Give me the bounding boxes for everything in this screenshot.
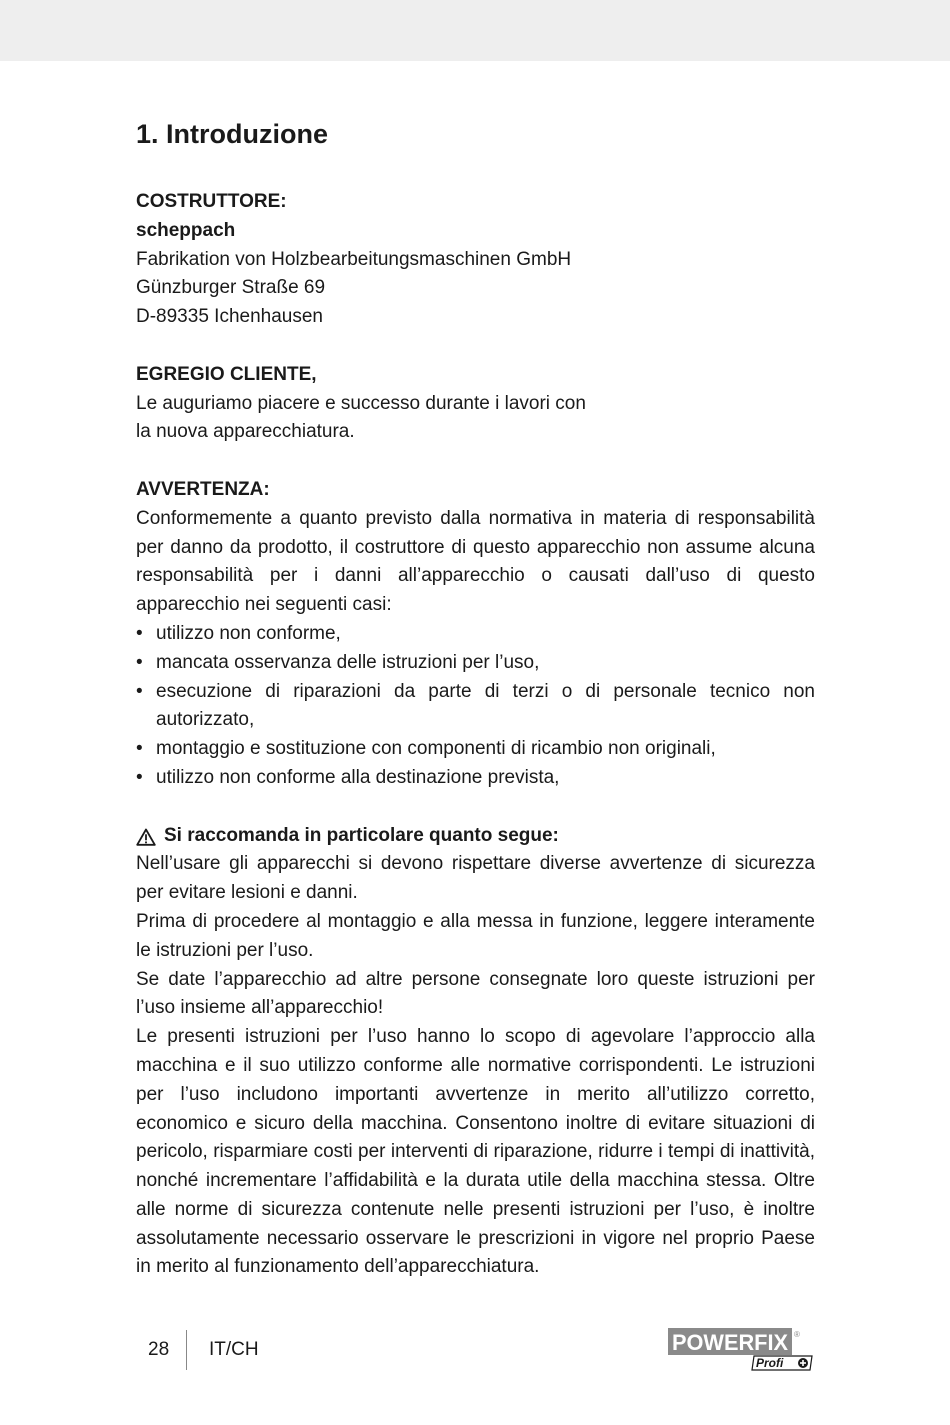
powerfix-profi-logo	[668, 1328, 814, 1372]
page-number: 28	[148, 1339, 170, 1360]
top-band	[0, 0, 950, 61]
manufacturer-name: scheppach	[136, 219, 236, 241]
locale-code: IT/CH	[209, 1339, 259, 1360]
warning-heading: AVVERTENZA:	[136, 478, 270, 500]
page-content	[136, 112, 815, 1282]
manufacturer-heading: COSTRUTTORE:	[136, 191, 287, 212]
greeting-heading: EGREGIO CLIENTE,	[136, 363, 317, 385]
footer-divider	[186, 1330, 187, 1370]
logo-brand-text: POWERFIX	[672, 1330, 789, 1355]
address-line: Fabrikation von Holzbearbeitungsmaschinen GmbH	[136, 248, 572, 270]
list-item: • utilizzo non conforme alla destinazione prevista,	[136, 764, 815, 793]
list-item: • esecuzione di riparazioni da parte di terzi o di personale tecnico non autorizzato,	[136, 678, 815, 736]
liability-list	[136, 620, 815, 793]
recommendation-heading	[136, 822, 815, 851]
greeting-line: la nuova apparecchiatura.	[136, 421, 355, 443]
recommendation-paragraph: Le presenti istruzioni per l’uso hanno lo scopo di agevolare l’approccio alla macchina e il suo utilizzo conforme alle normative corrispondenti. Le istruzioni per l’uso includono importanti avvertenze in merito all’utilizzo corretto, economico e sicuro della macchina. Consentono inoltre di evitare situazioni di pericolo, risparmiare costi per interventi di riparazione, ridurre i tempi di inattività, nonché incrementare l’affidabilità e la durata utile della macchina stessa. Oltre alle norme di sicurezza contenute nelle presenti istruzioni per l’uso, è inoltre assolutamente necessario osservare le prescrizioni in vigore nel proprio Paese in merito al funzionamento dell’apparecchiatura.	[136, 1026, 815, 1278]
list-item: • utilizzo non conforme,	[136, 620, 815, 649]
page-footer	[148, 1330, 259, 1370]
list-item: • montaggio e sostituzione con componenti di ricambio non originali,	[136, 735, 815, 764]
recommendation-paragraph: Nell’usare gli apparecchi si devono rispettare diverse avvertenze di sicurezza per evitare lesioni e danni.	[136, 853, 815, 904]
recommendation-heading-text: Si raccomanda in particolare quanto segue:	[164, 824, 559, 846]
svg-text:®: ®	[794, 1330, 800, 1339]
warning-triangle-icon	[136, 827, 156, 845]
address-line: D-89335 Ichenhausen	[136, 306, 323, 328]
page-title: 1. Introduzione	[136, 119, 328, 149]
address-line: Günzburger Straße 69	[136, 277, 326, 299]
list-item: • mancata osservanza delle istruzioni per l’uso,	[136, 649, 815, 678]
recommendation-paragraph: Se date l’apparecchio ad altre persone consegnate loro queste istruzioni per l’uso insieme all’apparecchio!	[136, 968, 815, 1019]
logo-sub-brand-text: Profi	[756, 1356, 784, 1370]
warning-paragraph: Conformemente a quanto previsto dalla normativa in materia di responsabilità per danno da prodotto, il costruttore di questo apparecchio non assume alcuna responsabilità per i danni all’apparecchio o causati dall’uso di questo apparecchio nei seguenti casi:	[136, 507, 815, 616]
greeting-line: Le auguriamo piacere e successo durante i lavori con	[136, 392, 586, 414]
recommendation-paragraph: Prima di procedere al montaggio e alla messa in funzione, leggere interamente le istruzioni per l’uso.	[136, 910, 815, 961]
